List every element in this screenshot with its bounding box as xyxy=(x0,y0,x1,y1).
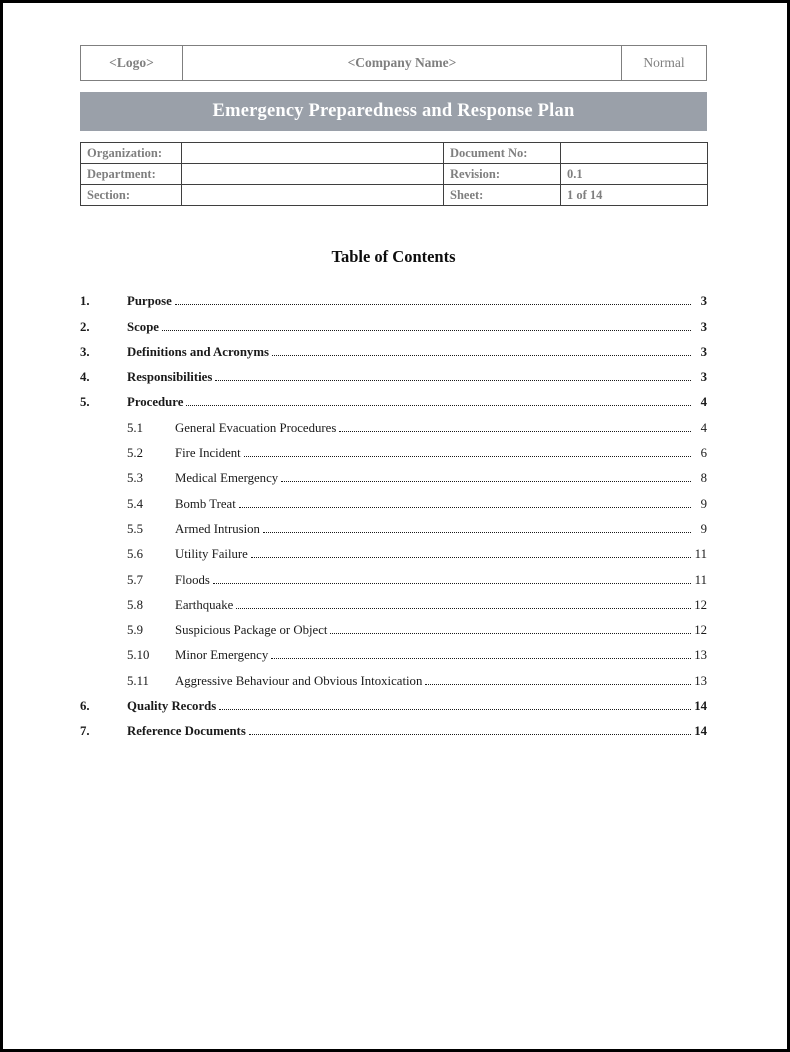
toc-leader-dots xyxy=(239,507,691,508)
toc-entry-label: Responsibilities xyxy=(127,370,213,385)
toc-entry-label: Earthquake xyxy=(175,597,234,612)
toc-entry-number: 5. xyxy=(80,395,90,410)
toc-entry[interactable] xyxy=(80,309,707,334)
toc-entry-label: Purpose xyxy=(127,294,172,309)
organization-label: Organization: xyxy=(81,143,182,164)
logo-placeholder[interactable]: <Logo> xyxy=(109,55,154,70)
toc-leader-dots xyxy=(213,583,691,584)
page-content xyxy=(80,45,707,739)
toc-entry-page: 11 xyxy=(694,572,707,587)
toc-entry-label: Utility Failure xyxy=(175,547,248,562)
toc-entry-page: 3 xyxy=(700,294,707,309)
toc-entry-page: 4 xyxy=(700,395,707,410)
document-meta-table xyxy=(80,142,708,206)
toc-entry-number: 5.9 xyxy=(127,623,143,638)
toc-entry-page: 12 xyxy=(694,597,707,612)
toc-entry-number: 5.6 xyxy=(127,547,143,562)
toc-entry[interactable] xyxy=(80,714,707,739)
toc-entry-page: 13 xyxy=(694,648,707,663)
toc-entry-page: 9 xyxy=(700,496,707,511)
section-value[interactable] xyxy=(182,185,444,206)
header-table xyxy=(80,45,707,81)
toc-entry-page: 3 xyxy=(700,319,707,334)
toc-leader-dots xyxy=(249,734,691,735)
toc-entry-number: 1. xyxy=(80,294,90,309)
document-no-value[interactable] xyxy=(561,143,708,164)
toc-entry-number: 5.7 xyxy=(127,572,143,587)
toc-entry-label: General Evacuation Procedures xyxy=(175,420,337,435)
toc-leader-dots xyxy=(263,532,691,533)
revision-label: Revision: xyxy=(444,164,561,185)
toc-entry-number: 5.5 xyxy=(127,521,143,536)
toc-leader-dots xyxy=(219,709,691,710)
toc-entry-label: Reference Documents xyxy=(127,724,246,739)
toc-entry-number: 3. xyxy=(80,344,90,359)
toc-entry-number: 7. xyxy=(80,724,90,739)
toc-entry-label: Medical Emergency xyxy=(175,471,279,486)
toc-entry-number: 5.10 xyxy=(127,648,150,663)
toc-entry-page: 14 xyxy=(694,724,707,739)
document-mode-label: Normal xyxy=(621,46,706,80)
toc-leader-dots xyxy=(186,405,691,406)
toc-leader-dots xyxy=(162,330,691,331)
toc-entry-page: 4 xyxy=(700,420,707,435)
toc-entry[interactable] xyxy=(80,512,707,537)
toc-entry-label: Floods xyxy=(175,572,210,587)
toc-entry-number: 2. xyxy=(80,319,90,334)
toc-entry-label: Minor Emergency xyxy=(175,648,269,663)
sheet-value[interactable]: 1 of 14 xyxy=(561,185,708,206)
toc-entry-page: 3 xyxy=(700,344,707,359)
toc-entry-number: 5.2 xyxy=(127,446,143,461)
department-label: Department: xyxy=(81,164,182,185)
toc-entry[interactable] xyxy=(80,385,707,410)
toc-entry-label: Aggressive Behaviour and Obvious Intoxication xyxy=(175,673,423,688)
toc-entry-number: 6. xyxy=(80,699,90,714)
toc-entry-page: 8 xyxy=(700,471,707,486)
toc-entry-label: Quality Records xyxy=(127,699,217,714)
toc-entry-page: 6 xyxy=(700,446,707,461)
toc-entry-label: Procedure xyxy=(127,395,184,410)
toc-leader-dots xyxy=(251,557,691,558)
sheet-label: Sheet: xyxy=(444,185,561,206)
toc-entry[interactable] xyxy=(80,461,707,486)
meta-row-section xyxy=(81,185,708,206)
toc-entry-page: 13 xyxy=(694,673,707,688)
toc-leader-dots xyxy=(244,456,691,457)
toc-entry-page: 11 xyxy=(694,547,707,562)
department-value[interactable] xyxy=(182,164,444,185)
toc-leader-dots xyxy=(339,431,691,432)
section-label: Section: xyxy=(81,185,182,206)
toc-leader-dots xyxy=(236,608,691,609)
toc-entry-label: Suspicious Package or Object xyxy=(175,623,328,638)
toc-entry-label: Bomb Treat xyxy=(175,496,236,511)
toc-entry[interactable] xyxy=(80,588,707,613)
toc-entry[interactable] xyxy=(80,335,707,360)
toc-entry[interactable] xyxy=(80,284,707,309)
document-title: Emergency Preparedness and Response Plan xyxy=(212,101,575,121)
toc-leader-dots xyxy=(175,304,691,305)
toc-entry-page: 9 xyxy=(700,521,707,536)
toc-entry-number: 5.3 xyxy=(127,471,143,486)
title-banner xyxy=(80,92,707,131)
toc-entry[interactable] xyxy=(80,360,707,385)
toc-entry-number: 5.11 xyxy=(127,673,149,688)
toc-entry[interactable] xyxy=(80,689,707,714)
toc-entry-number: 5.8 xyxy=(127,597,143,612)
toc-leader-dots xyxy=(425,684,691,685)
company-name-placeholder[interactable]: <Company Name> xyxy=(182,46,621,80)
toc-leader-dots xyxy=(215,380,691,381)
toc-entry-number: 5.1 xyxy=(127,420,143,435)
document-no-label: Document No: xyxy=(444,143,561,164)
toc-entry[interactable] xyxy=(80,436,707,461)
toc-entry-number: 4. xyxy=(80,370,90,385)
toc-entry[interactable] xyxy=(80,410,707,435)
toc-leader-dots xyxy=(281,481,691,482)
toc-entry-page: 12 xyxy=(694,623,707,638)
toc-title: Table of Contents xyxy=(331,247,456,266)
toc-entry[interactable] xyxy=(80,537,707,562)
meta-row-organization xyxy=(81,143,708,164)
toc-leader-dots xyxy=(272,355,691,356)
toc-entry-label: Scope xyxy=(127,319,159,334)
meta-row-department xyxy=(81,164,708,185)
toc-entry[interactable] xyxy=(80,663,707,688)
toc-leader-dots xyxy=(271,658,691,659)
toc-leader-dots xyxy=(330,633,691,634)
toc-entry-label: Definitions and Acronyms xyxy=(127,344,269,359)
toc-entry-label: Fire Incident xyxy=(175,446,241,461)
toc-entry[interactable] xyxy=(80,613,707,638)
toc-entry[interactable] xyxy=(80,486,707,511)
toc-entry[interactable] xyxy=(80,562,707,587)
toc-entry-page: 14 xyxy=(694,699,707,714)
toc-entry-label: Armed Intrusion xyxy=(175,521,260,536)
toc-entry-number: 5.4 xyxy=(127,496,143,511)
organization-value[interactable] xyxy=(182,143,444,164)
toc-list xyxy=(80,284,707,739)
revision-value[interactable]: 0.1 xyxy=(561,164,708,185)
toc-entry[interactable] xyxy=(80,638,707,663)
toc-entry-page: 3 xyxy=(700,370,707,385)
